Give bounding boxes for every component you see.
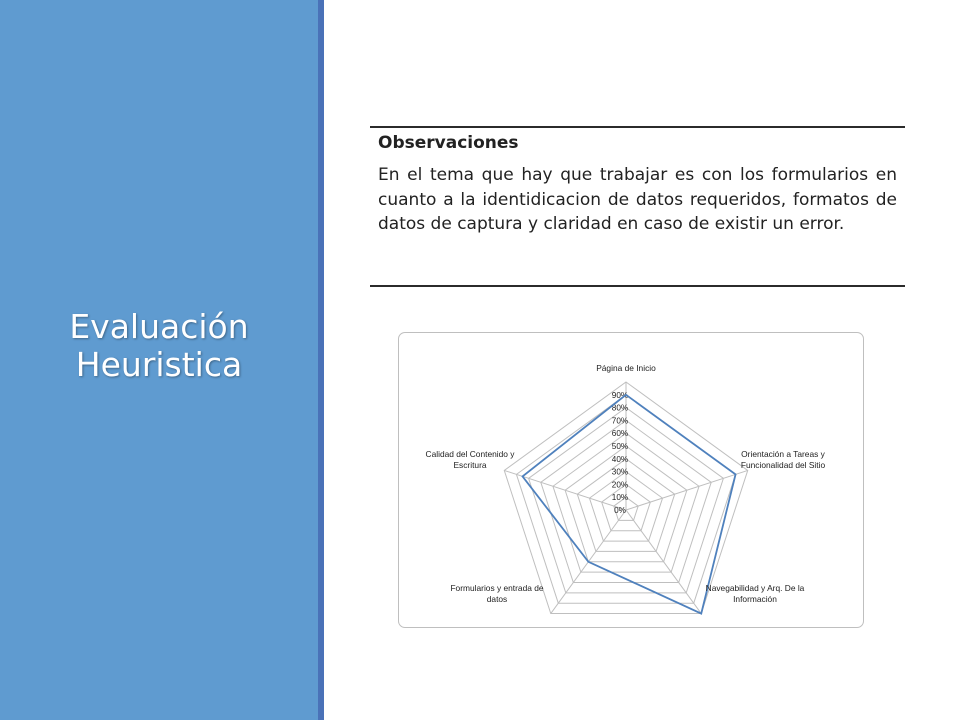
radar-category-label: Calidad del Contenido y Escritura [425,449,515,470]
slide-title-line-2: Heuristica [75,345,243,384]
radar-tick-label: 70% [611,416,629,426]
slide-title-line-1: Evaluación [69,307,249,346]
radar-tick-label: 10% [611,493,629,503]
radar-category-label: Página de Inicio [596,363,656,373]
observations-heading: Observaciones [378,133,519,153]
radar-tick-label: 20% [611,480,629,490]
chart-frame [398,332,864,628]
radar-category-label: Formularios y entrada de datos [450,583,544,604]
radar-tick-label: 60% [611,429,629,439]
radar-spoke [626,470,748,510]
sidebar [0,0,324,720]
radar-category-label: Orientación a Tareas y Funcionalidad del Sitio [740,449,826,470]
slide-title [0,308,318,384]
observations-text: En el tema que hay que trabajar es con los formularios en cuanto a la identidicacion de datos requeridos, formatos de datos de captura y claridad en caso de existir un error. [378,165,897,234]
radar-chart [399,333,862,626]
radar-tick-label: 80% [611,403,629,413]
observations-box [370,126,905,287]
radar-tick-label: 90% [611,390,629,400]
radar-category-label: Navegabilidad y Arq. De la Información [705,583,805,604]
radar-tick-label: 50% [611,442,629,451]
radar-tick-label: 30% [611,467,629,477]
radar-tick-label: 0% [614,506,626,515]
radar-tick-label: 40% [611,454,629,464]
